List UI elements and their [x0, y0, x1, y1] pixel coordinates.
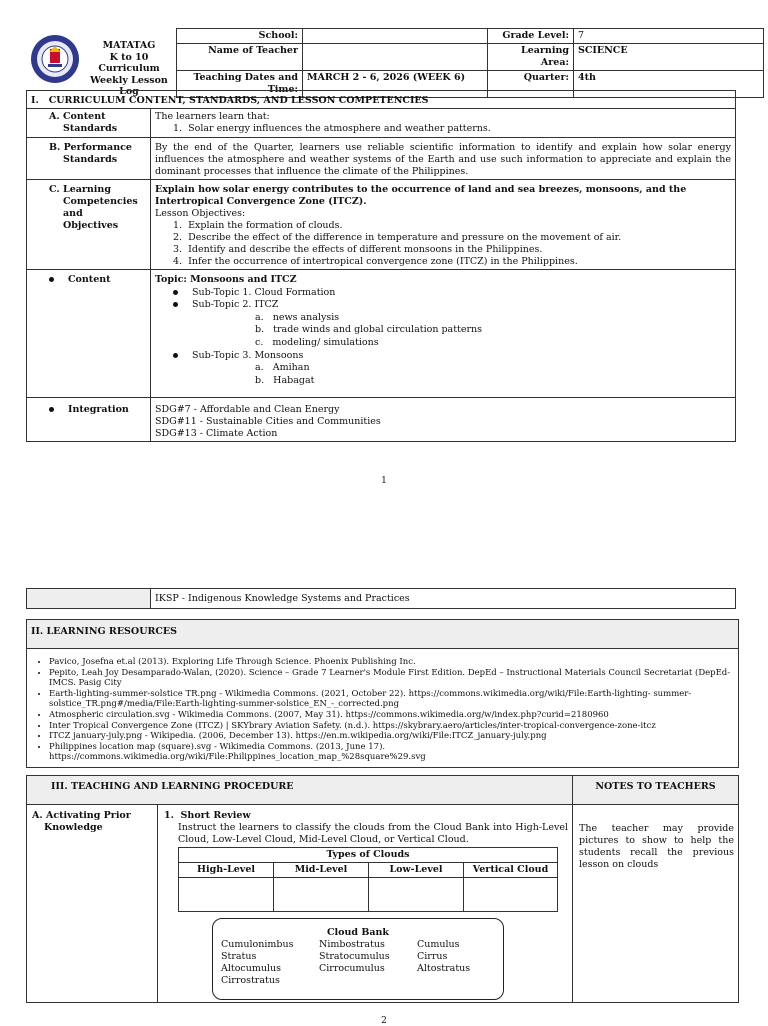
quarter-label: Quarter: [488, 71, 574, 98]
label-line: C. Learning [49, 184, 111, 195]
grade-level-value: 7 [574, 29, 764, 44]
column-header: Vertical Cloud [464, 863, 558, 878]
cloud-bank-title: Cloud Bank [326, 927, 390, 938]
content-standards-cell [151, 109, 736, 138]
cloud-name: Cirrocumulus [319, 963, 385, 974]
cloud-bank-grid [221, 939, 470, 987]
subtopic-item: a. Amihan [255, 362, 310, 374]
content-standards-item: 1. Solar energy influences the atmosphere and weather patterns. [173, 123, 491, 134]
cloud-name: Stratocumulus [319, 951, 390, 962]
content-cell [151, 270, 736, 398]
label-line: and [63, 208, 83, 219]
section1-heading [27, 91, 736, 109]
teacher-value [303, 44, 488, 71]
curriculum-table [26, 90, 736, 442]
competencies-cell [151, 180, 736, 270]
performance-standards-label [27, 138, 151, 180]
references-cell [27, 649, 739, 768]
subtopic-item-text: Habagat [273, 374, 315, 386]
competency-text: Explain how solar energy contributes to the occurrence of land and sea breezes, monsoons, and the Intertropical Convergence Zone (ITCZ). [155, 184, 687, 207]
references-list [35, 657, 732, 763]
subtopic-item-text: news analysis [272, 311, 340, 323]
integration-label-text: Integration [68, 404, 129, 415]
iksp-table [26, 588, 736, 609]
iksp-text: IKSP - Indigenous Knowledge Systems and Practices [151, 589, 736, 609]
performance-standards-text: By the end of the Quarter, learners use reliable scientific information to identify and explain how solar energy influences the atmosphere and weather systems of the Earth and use such information to appreciate and explain the dominant processes that influence the climate of the Philippines. [151, 138, 736, 180]
content-label-text: Content [68, 274, 111, 285]
label-line: B. Performance [49, 142, 132, 153]
subtopic-item: a. news analysis [255, 311, 340, 323]
dates-label: Teaching Dates and Time: [177, 71, 303, 98]
subtopic-text: Sub-Topic 1. Cloud Formation [192, 286, 336, 298]
learning-area-value: SCIENCE [574, 44, 764, 71]
short-review-instruction: Instruct the learners to classify the clouds from the Cloud Bank into High-Level Cloud, Low-Level Cloud, Mid-Level Cloud, or Vertical Cloud. [178, 822, 568, 845]
notes-to-teachers-text: The teacher may provide pictures to show to help the students recall the previous lesson on clouds [573, 805, 739, 1003]
answer-cell-vertical[interactable] [464, 878, 558, 912]
label-line: Objectives [63, 220, 119, 231]
item-title: Short Review [180, 810, 251, 821]
activating-prior-knowledge-label [27, 805, 158, 1003]
integration-item: SDG#13 - Climate Action [155, 428, 278, 439]
column-header: High-Level [179, 863, 274, 878]
reference-item: • Philippines location map (square).svg - Wikimedia Commons. (2013, June 17). https://commons.wikimedia.org/wiki/File:Philippines_location_map_%28square%29.svg [49, 742, 732, 763]
header-title-line: Weekly Lesson Log [90, 74, 168, 97]
teacher-label: Name of Teacher [177, 44, 303, 71]
deped-seal-icon [30, 34, 80, 84]
subtopic-2 [155, 299, 731, 312]
short-review-title [164, 810, 568, 822]
grade-level-label: Grade Level: [488, 29, 574, 44]
subtopic-item: c. modeling/ simulations [255, 336, 379, 348]
subtopic-item-text: trade winds and global circulation patterns [273, 324, 483, 336]
dates-value: MARCH 2 - 6, 2026 (WEEK 6) [303, 71, 488, 98]
answer-cell-high[interactable] [179, 878, 274, 912]
label-line: Standards [63, 123, 118, 134]
subtopic-text: Sub-Topic 3. Monsoons [192, 349, 304, 361]
notes-heading: NOTES TO TEACHERS [573, 776, 739, 805]
reference-item: • Pepito, Leah Joy Desamparado-Walan, (2020). Science – Grade 7 Learner's Module First Edition. DepEd – Instructional Materials Council Secretariat (DepEd-IMCS. Pasig City [49, 668, 732, 689]
school-label: School: [177, 29, 303, 44]
cloud-name: Cirrostratus [221, 975, 280, 986]
cloud-name: Nimbostratus [319, 939, 385, 950]
column-header: Low-Level [369, 863, 464, 878]
label-line: A. Content [49, 111, 106, 122]
objective-item: 1. Explain the formation of clouds. [173, 220, 343, 231]
answer-cell-low[interactable] [369, 878, 464, 912]
cloud-name: Altocumulus [221, 963, 282, 974]
types-of-clouds-title: Types of Clouds [179, 848, 558, 863]
header-info-table [176, 28, 764, 98]
reference-item: • ITCZ january-july.png - Wikipedia. (2006, December 13). https://en.m.wikipedia.org/wiki/File:ITCZ_january-july.png [49, 731, 732, 742]
cloud-bank-box [212, 918, 504, 1000]
objectives-list [155, 220, 731, 268]
page-number: 1 [381, 476, 387, 486]
objective-item: 3. Identify and describe the effects of different monsoons in the Philippines. [173, 244, 543, 255]
subtopic-item-text: modeling/ simulations [272, 336, 379, 348]
label-line: A. Activating Prior [32, 810, 131, 821]
cloud-name: Cumulonimbus [221, 939, 294, 950]
subtopic-text: Sub-Topic 2. ITCZ [192, 299, 279, 311]
iksp-label-cell [27, 589, 151, 609]
objective-text: Explain the formation of clouds. [188, 220, 343, 231]
quarter-value: 4th [574, 71, 764, 98]
content-standards-intro: The learners learn that: [155, 111, 270, 122]
content-topic: Topic: Monsoons and ITCZ [155, 274, 297, 285]
cloud-name: Altostratus [417, 963, 471, 974]
section1-title: CURRICULUM CONTENT, STANDARDS, AND LESSON COMPETENCIES [48, 95, 429, 106]
column-header: Mid-Level [274, 863, 369, 878]
label-line: Competencies [63, 196, 138, 207]
objective-text: Describe the effect of the difference in temperature and pressure on the movement of air. [188, 232, 622, 243]
cloud-name: Cumulus [417, 939, 460, 950]
school-value [303, 29, 488, 44]
types-of-clouds-table [178, 847, 558, 912]
objective-item: 4. Infer the occurrence of intertropical convergence zone (ITCZ) in the Philippines. [173, 256, 578, 267]
objective-text: Identify and describe the effects of different monsoons in the Philippines. [188, 244, 543, 255]
reference-item: • Inter Tropical Convergence Zone (ITCZ) | SKYbrary Aviation Safety. (n.d.). https://skybrary.aero/articles/inter-tropical-convergence-zone-itcz [49, 721, 732, 732]
subtopic-3 [155, 350, 731, 363]
header-title-line: K to 10 Curriculum [98, 51, 160, 74]
objective-text: Infer the occurrence of intertropical convergence zone (ITCZ) in the Philippines. [188, 256, 578, 267]
reference-item: • Atmospheric circulation.svg - Wikimedia Commons. (2007, May 31). https://commons.wikimedia.org/w/index.php?curid=2180960 [49, 710, 732, 721]
item-number: 1. [164, 810, 174, 821]
subtopic-item: b. trade winds and global circulation patterns [255, 324, 483, 336]
header-title-line: MATATAG [102, 40, 156, 51]
subtopic-item: b. Habagat [255, 374, 315, 386]
subtopic-1 [155, 287, 731, 300]
section2-heading: II. LEARNING RESOURCES [27, 620, 739, 649]
integration-label [27, 398, 151, 442]
cloud-name: Cirrus [417, 951, 448, 962]
integration-item: SDG#7 - Affordable and Clean Energy [155, 404, 340, 415]
bullet-icon [49, 407, 54, 412]
competencies-label [27, 180, 151, 270]
content-label [27, 270, 151, 398]
learning-resources-table [26, 619, 739, 768]
page-number: 2 [381, 1016, 387, 1026]
reference-item: • Earth-lighting-summer-solstice TR.png - Wikimedia Commons. (2021, October 22). https://commons.wikimedia.org/wiki/File:Earth-lighting- summer-solstice_TR.png#/media/File:Earth-lighting-summer-solstice_EN_-_corrected.png [49, 689, 732, 710]
subtopic-item-text: Amihan [272, 362, 310, 374]
content-standards-label [27, 109, 151, 138]
cloud-name: Stratus [221, 951, 257, 962]
answer-cell-mid[interactable] [274, 878, 369, 912]
label-line: Standards [63, 154, 118, 165]
content-standards-item-text: Solar energy influences the atmosphere and weather patterns. [188, 123, 491, 134]
header-title [82, 40, 176, 98]
section3-heading: III. TEACHING AND LEARNING PROCEDURE [27, 776, 573, 805]
bullet-icon [173, 302, 178, 307]
bullet-icon [49, 277, 54, 282]
section1-number: I. [31, 95, 39, 106]
integration-item: SDG#11 - Sustainable Cities and Communities [155, 416, 381, 427]
bullet-icon [173, 353, 178, 358]
bullet-icon [173, 290, 178, 295]
objective-item: 2. Describe the effect of the difference in temperature and pressure on the movement of air. [173, 232, 622, 243]
integration-cell [151, 398, 736, 442]
objectives-label: Lesson Objectives: [155, 208, 246, 219]
reference-item: • Pavico, Josefna et.al (2013). Exploring Life Through Science. Phoenix Publishing Inc. [49, 657, 732, 668]
label-line: Knowledge [44, 822, 103, 833]
learning-area-label: Learning Area: [488, 44, 574, 71]
